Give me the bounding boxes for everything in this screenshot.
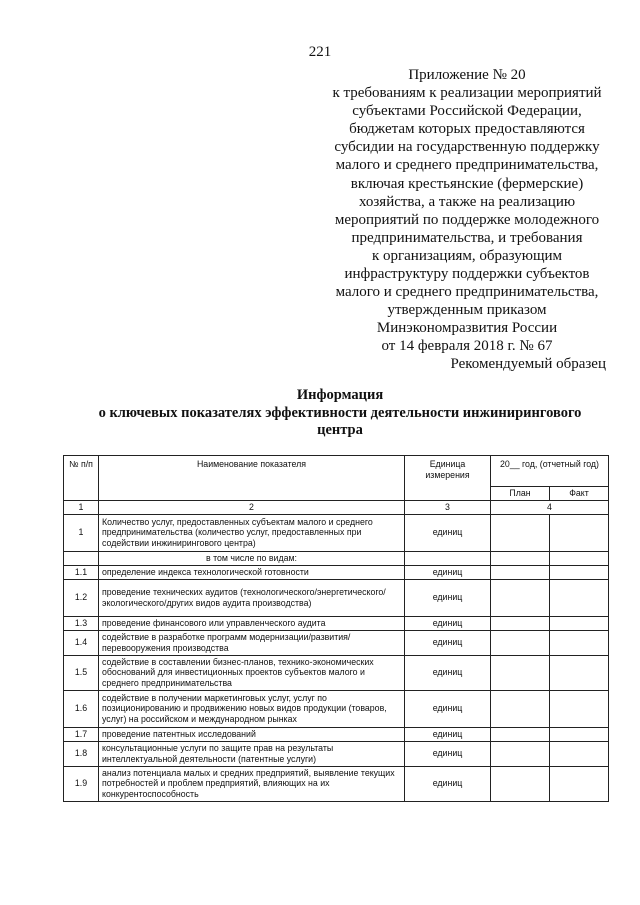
table-row [64, 727, 609, 741]
row-name: содействие в составлении бизнес-планов, технико-экономических обоснований для инвестиционных проектов субъектов малого и среднего предпринимательства [99, 655, 405, 690]
row-unit: единиц [405, 579, 491, 616]
recommended-sample-label: Рекомендуемый образец [450, 356, 606, 372]
row-plan [491, 514, 550, 551]
title-line-1: Информация [296, 387, 384, 403]
row-num: 1 [64, 514, 99, 551]
appendix-line: Приложение № 20 [408, 67, 526, 83]
row-plan [491, 551, 550, 565]
row-num: 1.7 [64, 727, 99, 741]
row-unit: единиц [405, 741, 491, 766]
row-plan [491, 616, 550, 630]
row-name: консультационные услуги по защите прав на результаты интеллектуальной деятельности (патентные услуги) [99, 741, 405, 766]
row-unit [405, 551, 491, 565]
title-line-3: центра [317, 422, 363, 438]
table-row [64, 655, 609, 690]
row-plan [491, 565, 550, 579]
table-row [64, 630, 609, 655]
col-number-1: 1 [64, 501, 99, 515]
row-num: 1.5 [64, 655, 99, 690]
page-number: 221 [308, 44, 332, 60]
row-name: содействие в получении маркетинговых услуг, услуг по позиционированию и продвижению новых видов продукции (товаров, услуг) на российском и международном рынках [99, 690, 405, 727]
row-num: 1.4 [64, 630, 99, 655]
appendix-line: субсидии на государственную поддержку [334, 139, 600, 156]
header-fact: Факт [550, 487, 609, 501]
row-unit: единиц [405, 616, 491, 630]
row-name: проведение технических аудитов (технологического/энергетического/экологического/других видов аудита производства) [99, 579, 405, 616]
row-fact [550, 514, 609, 551]
row-fact [550, 565, 609, 579]
row-plan [491, 655, 550, 690]
row-num: 1.1 [64, 565, 99, 579]
row-name: проведение патентных исследований [99, 727, 405, 741]
row-unit: единиц [405, 727, 491, 741]
row-unit: единиц [405, 565, 491, 579]
row-plan [491, 741, 550, 766]
row-num: 1.2 [64, 579, 99, 616]
appendix-line: бюджетам которых предоставляются [349, 121, 585, 138]
col-number-3: 3 [405, 501, 491, 515]
appendix-line: хозяйства, а также на реализацию [358, 193, 576, 210]
row-unit: единиц [405, 690, 491, 727]
appendix-line: инфраструктуру поддержки субъектов [344, 266, 590, 283]
table-row [64, 741, 609, 766]
table-row [64, 690, 609, 727]
table-row [64, 551, 609, 565]
row-fact [550, 579, 609, 616]
row-name: анализ потенциала малых и средних предприятий, выявление текущих потребностей и проблем предприятий, влияющих на их конкурентоспособность [99, 766, 405, 801]
title-line-2: о ключевых показателях эффективности деятельности инжинирингового [98, 404, 582, 421]
row-unit: единиц [405, 655, 491, 690]
appendix-line: малого и среднего предпринимательства, [335, 284, 599, 301]
appendix-line: к требованиям к реализации мероприятий [332, 85, 602, 102]
row-plan [491, 630, 550, 655]
indicators-table [63, 455, 609, 802]
row-fact [550, 766, 609, 801]
row-name: Количество услуг, предоставленных субъектам малого и среднего предпринимательства (количество услуг, предоставленных при содействии инжинирингового центра) [99, 514, 405, 551]
row-fact [550, 616, 609, 630]
header-unit: Единица измерения [405, 456, 491, 501]
appendix-line: от 14 февраля 2018 г. № 67 [381, 338, 553, 355]
table-row [64, 514, 609, 551]
row-fact [550, 690, 609, 727]
row-num [64, 551, 99, 565]
table-row [64, 766, 609, 801]
row-fact [550, 551, 609, 565]
appendix-line: к организациям, образующим [371, 247, 563, 264]
header-year: 20__ год, (отчетный год) [491, 456, 609, 487]
row-name: содействие в разработке программ модернизации/развития/перевооружения производства [99, 630, 405, 655]
appendix-line: субъектами Российской Федерации, [352, 103, 582, 120]
appendix-line: включая крестьянские (фермерские) [350, 175, 584, 192]
table-body [64, 514, 609, 801]
row-unit: единиц [405, 630, 491, 655]
appendix-line: мероприятий по поддержке молодежного [334, 211, 600, 228]
row-num: 1.8 [64, 741, 99, 766]
table-row [64, 579, 609, 616]
header-plan: План [491, 487, 550, 501]
row-fact [550, 727, 609, 741]
appendix-line: утвержденным приказом [387, 302, 547, 319]
row-fact [550, 655, 609, 690]
appendix-line: предпринимательства, и требования [351, 229, 583, 246]
appendix-line: Минэкономразвития России [376, 320, 558, 337]
row-num: 1.9 [64, 766, 99, 801]
row-plan [491, 690, 550, 727]
header-num: № п/п [64, 456, 99, 501]
row-plan [491, 579, 550, 616]
row-fact [550, 630, 609, 655]
row-num: 1.6 [64, 690, 99, 727]
table-row [64, 616, 609, 630]
table-row [64, 565, 609, 579]
document-title [60, 387, 620, 440]
col-number-2: 2 [99, 501, 405, 515]
row-plan [491, 766, 550, 801]
row-num: 1.3 [64, 616, 99, 630]
row-name: проведение финансового или управленческого аудита [99, 616, 405, 630]
header-name: Наименование показателя [99, 456, 405, 501]
row-name: определение индекса технологической готовности [99, 565, 405, 579]
appendix-line: малого и среднего предпринимательства, [335, 157, 599, 174]
appendix-block [322, 66, 612, 356]
col-number-4: 4 [491, 501, 609, 515]
row-unit: единиц [405, 514, 491, 551]
row-plan [491, 727, 550, 741]
row-unit: единиц [405, 766, 491, 801]
row-fact [550, 741, 609, 766]
row-subheader: в том числе по видам: [99, 551, 405, 565]
